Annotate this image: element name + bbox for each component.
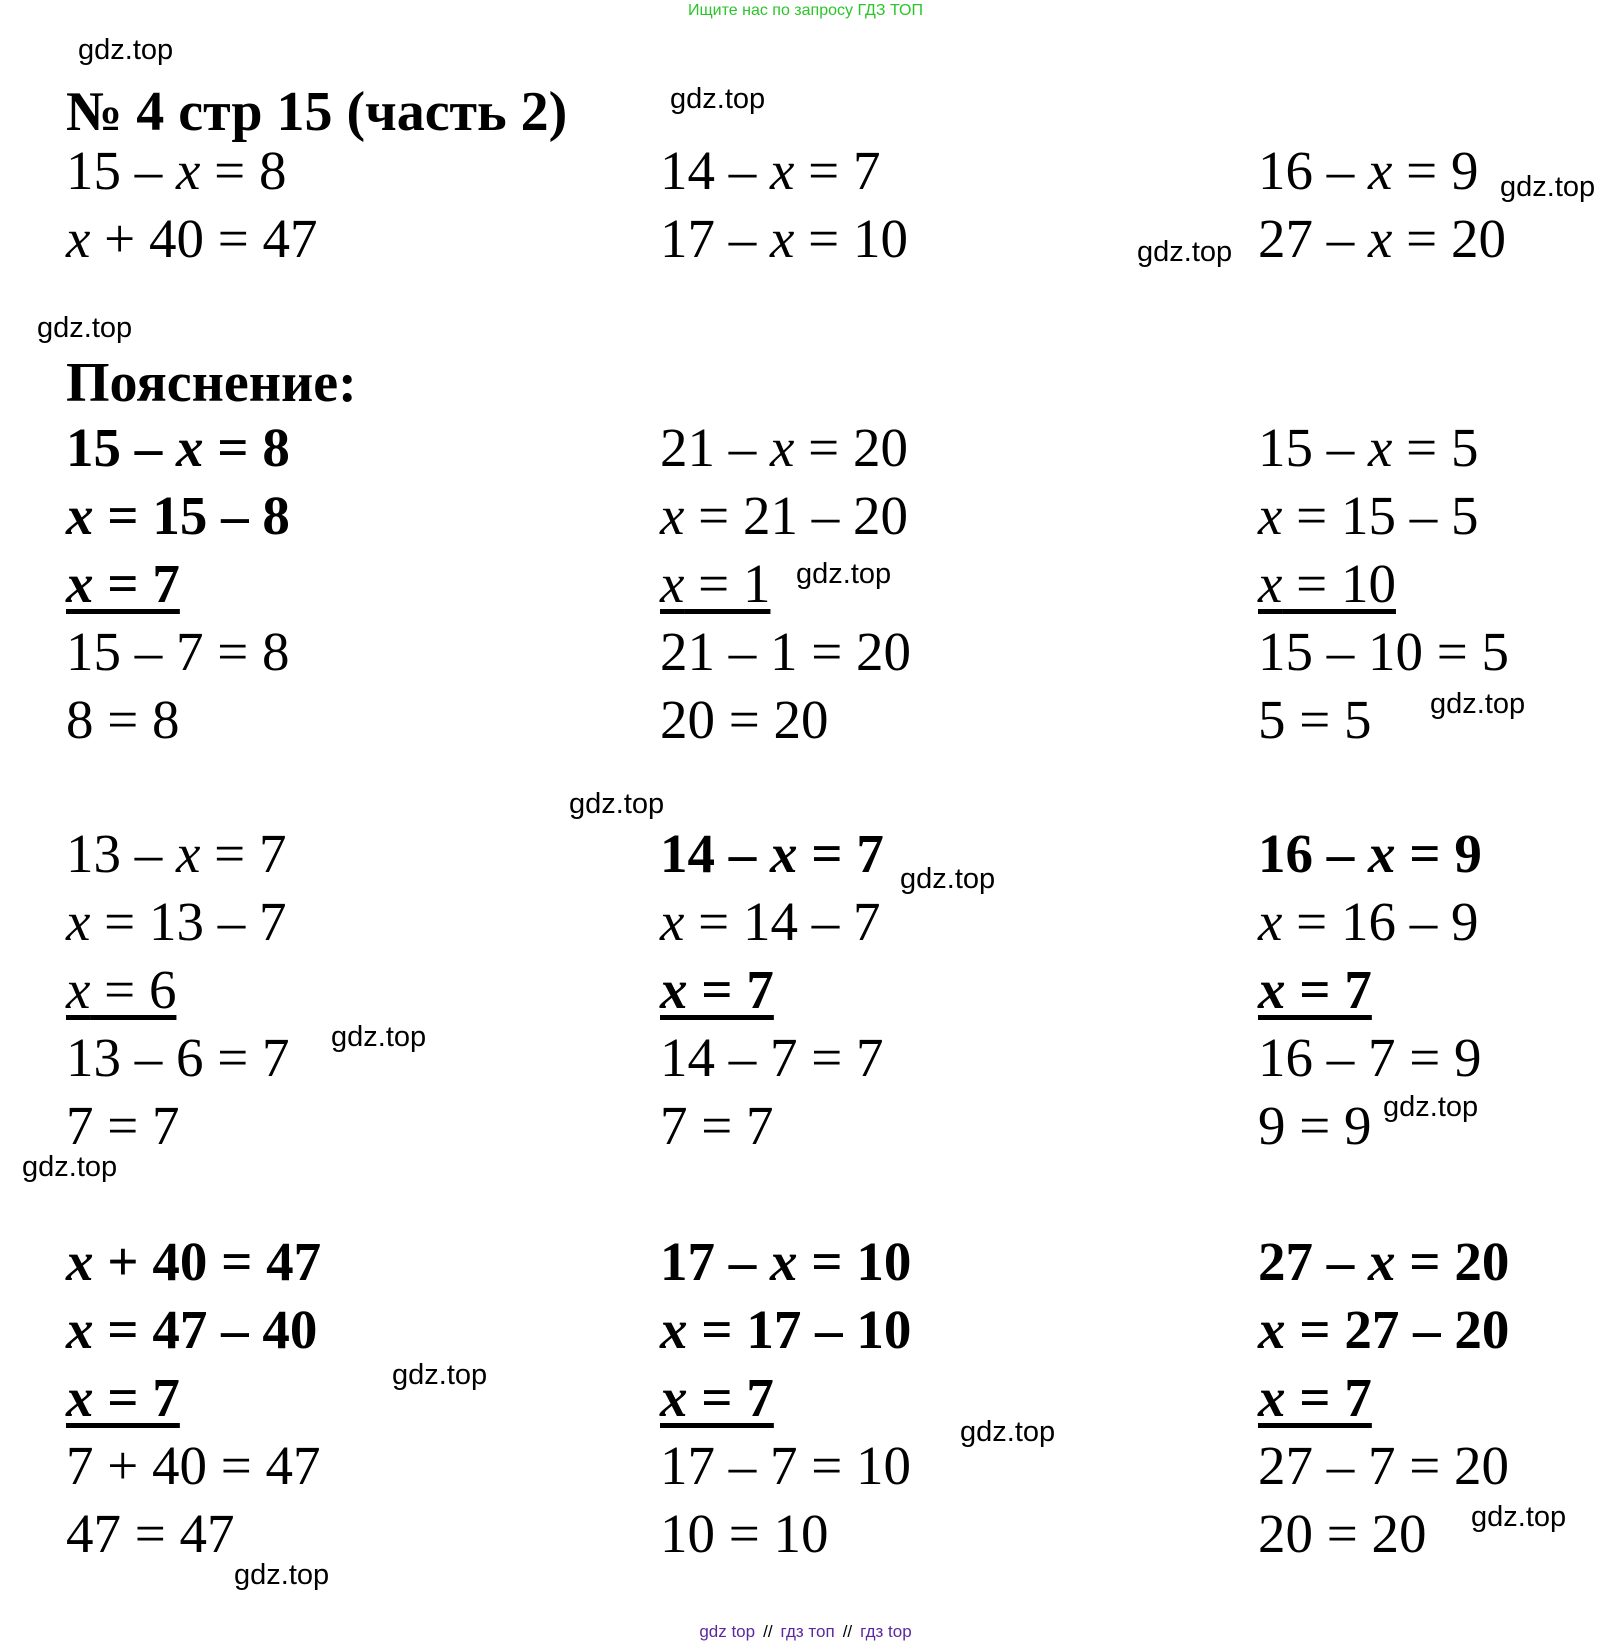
- solution-line: 17 – x = 10: [660, 1231, 912, 1292]
- solution-line: x = 47 – 40: [66, 1299, 318, 1360]
- solution-line: 16 – x = 9: [1258, 823, 1482, 884]
- solution-line: 15 – x = 8: [66, 417, 290, 478]
- solution-line: 27 – x = 20: [1258, 1231, 1510, 1292]
- solution-line: x = 16 – 9: [1258, 891, 1479, 952]
- solution-line: x = 21 – 20: [660, 485, 908, 546]
- watermark: gdz.top: [78, 34, 174, 66]
- page-title: № 4 стр 15 (часть 2): [66, 81, 568, 143]
- solution-answer: x = 7: [66, 553, 180, 614]
- solution-check: 14 – 7 = 7: [660, 1027, 884, 1088]
- watermark: gdz.top: [900, 863, 996, 895]
- solution-check: 7 = 7: [66, 1095, 180, 1156]
- solution-answer: x = 1: [660, 553, 771, 614]
- solution-line: x = 17 – 10: [660, 1299, 912, 1360]
- watermark: gdz.top: [796, 558, 892, 590]
- watermark: gdz.top: [331, 1021, 427, 1053]
- solution-line: 15 – x = 5: [1258, 417, 1479, 478]
- solution-check: 20 = 20: [1258, 1503, 1427, 1564]
- solution-line: 14 – x = 7: [660, 823, 884, 884]
- solution-answer: x = 6: [66, 959, 177, 1020]
- watermark: gdz.top: [1383, 1091, 1479, 1123]
- solution-check: 27 – 7 = 20: [1258, 1435, 1510, 1496]
- solution-line: 13 – x = 7: [66, 823, 287, 884]
- footer-links: [0, 1623, 1611, 1641]
- solution-check: 10 = 10: [660, 1503, 829, 1564]
- solution-line: x = 15 – 5: [1258, 485, 1479, 546]
- solution-check: 20 = 20: [660, 689, 829, 750]
- problem-equation: 14 – x = 7: [660, 140, 881, 201]
- solution-check: 9 = 9: [1258, 1095, 1372, 1156]
- solution-answer: x = 7: [66, 1367, 180, 1428]
- solution-check: 15 – 7 = 8: [66, 621, 290, 682]
- solution-answer: x = 7: [660, 959, 774, 1020]
- solution-line: x = 13 – 7: [66, 891, 287, 952]
- watermark: gdz.top: [234, 1559, 330, 1591]
- solution-check: 7 + 40 = 47: [66, 1435, 321, 1496]
- solution-check: 17 – 7 = 10: [660, 1435, 912, 1496]
- watermark: gdz.top: [1500, 171, 1596, 203]
- footer-separator: //: [842, 1622, 853, 1641]
- explanation-heading: Пояснение:: [66, 352, 357, 414]
- footer-separator: //: [763, 1622, 773, 1641]
- watermark: gdz.top: [1430, 688, 1526, 720]
- problem-equation: x + 40 = 47: [66, 208, 318, 269]
- solution-check: 47 = 47: [66, 1503, 235, 1564]
- solution-check: 15 – 10 = 5: [1258, 621, 1510, 682]
- solution-answer: x = 10: [1258, 553, 1396, 614]
- watermark: gdz.top: [1137, 236, 1233, 268]
- problem-equation: 17 – x = 10: [660, 208, 908, 269]
- watermark: gdz.top: [569, 788, 665, 820]
- solution-line: x = 14 – 7: [660, 891, 881, 952]
- watermark: gdz.top: [960, 1416, 1056, 1448]
- solution-line: x = 15 – 8: [66, 485, 290, 546]
- solution-check: 7 = 7: [660, 1095, 774, 1156]
- problem-equation: 16 – x = 9: [1258, 140, 1479, 201]
- solution-check: 8 = 8: [66, 689, 180, 750]
- watermark: gdz.top: [37, 312, 133, 344]
- solution-line: 21 – x = 20: [660, 417, 908, 478]
- solution-answer: x = 7: [660, 1367, 774, 1428]
- watermark: gdz.top: [1471, 1501, 1567, 1533]
- solution-check: 5 = 5: [1258, 689, 1372, 750]
- problem-equation: 27 – x = 20: [1258, 208, 1506, 269]
- header-ad-text[interactable]: Ищите нас по запросу ГДЗ ТОП: [688, 2, 923, 19]
- problem-equation: 15 – x = 8: [66, 140, 287, 201]
- footer-link[interactable]: гдз top: [860, 1622, 912, 1641]
- solution-check: 13 – 6 = 7: [66, 1027, 290, 1088]
- solution-check: 21 – 1 = 20: [660, 621, 912, 682]
- watermark: gdz.top: [670, 83, 766, 115]
- solution-answer: x = 7: [1258, 959, 1372, 1020]
- solution-answer: x = 7: [1258, 1367, 1372, 1428]
- footer-link[interactable]: гдз топ: [780, 1622, 835, 1641]
- watermark: gdz.top: [22, 1151, 118, 1183]
- footer-link[interactable]: gdz top: [699, 1622, 756, 1641]
- solution-check: 16 – 7 = 9: [1258, 1027, 1482, 1088]
- solution-line: x + 40 = 47: [66, 1231, 322, 1292]
- watermark: gdz.top: [392, 1359, 488, 1391]
- solution-line: x = 27 – 20: [1258, 1299, 1510, 1360]
